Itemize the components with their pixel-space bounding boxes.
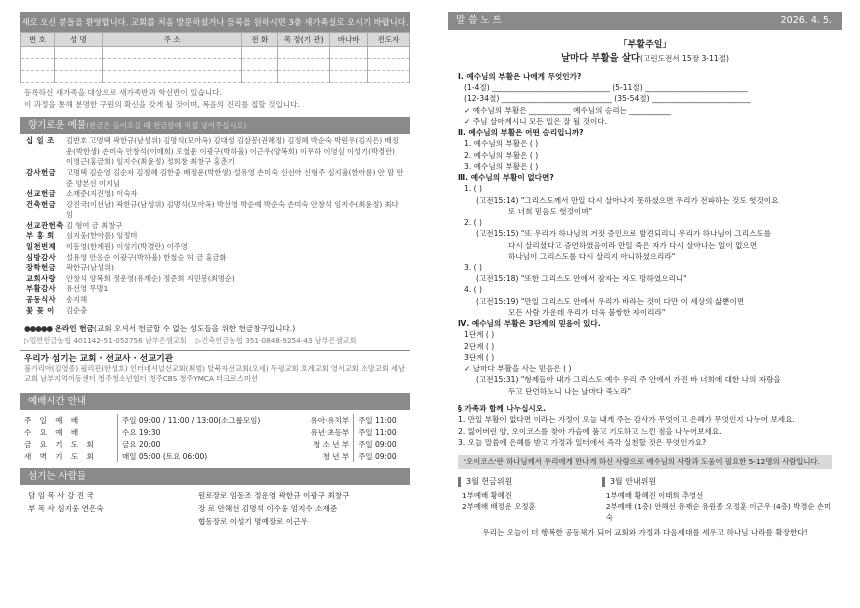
supported-churches: 우리가 섬기는 교회 · 선교사 · 선교기관 불가리아(김영종) 필리핀(한성호) 인터네셔널선교회(최범) 탈북자선교회(오세) 두평교회 호계교회 영서교회 소망교회 세남교회 남부지역어동센터 청주청소년협터 청주CBS 청주YMCA 더크로스미션 [20, 350, 410, 388]
offering-category: 감사헌금 [26, 168, 57, 178]
note-line: ✓ 날마다 부활을 사는 믿음은 ( ) [464, 364, 572, 374]
note-line: 모든 사람 가운데 우리가 더욱 불쌍한 자이리라" [508, 307, 666, 317]
offering-category: 건축헌금 [26, 199, 57, 209]
serve-row [28, 516, 402, 529]
worship-header: 예배시간 안내 [20, 393, 410, 410]
worship-cell: 수요 19:30 [117, 426, 293, 438]
reg-column-header: 성 명 [54, 33, 102, 47]
note-line: Ⅲ. 예수님의 부활이 없다면? [458, 173, 554, 183]
serve-right: 장 로 안해선 김명석 이수웅 임지수 소재준 [198, 504, 338, 514]
reg-column-header: 바나바 [330, 33, 368, 47]
worship-table [20, 414, 410, 462]
note-line: 하나님이 그리스도를 다시 살리지 아니하셨으리라" [508, 251, 676, 261]
offering-names: 곽한규(남성위) [66, 263, 114, 273]
worship-cell: 새 벽 기 도 회 [24, 451, 97, 461]
dots-icon: ●●●●● [24, 324, 53, 334]
serve-left [28, 516, 198, 529]
offering-category: 꽃 꽂 이 [26, 305, 55, 315]
offering-row [26, 263, 404, 274]
offering-section [20, 117, 410, 318]
note-line: Ⅳ. 예수님의 부활은 3단계의 믿음이 있다. [458, 319, 601, 329]
serve-section [20, 468, 410, 534]
offering-row [26, 253, 404, 264]
committee-line: 2부예배 (1층) 안해선 유재순 유원종 오정훈 이근우 (4층) 박경순 손미숙 [605, 501, 832, 522]
offering-category: 교회사랑 [26, 273, 57, 283]
offering-names: 고명택 김순영 김순자 김정혜 김한중 배정운(박한생) 설유영 손미숙 신선아 신형주 심지율(한아름) 안 맘 안 준 양본선 이지님 [66, 168, 404, 188]
note-line: 두고 단언하노니 나는 날마다 죽노라" [508, 386, 632, 396]
note-line: ✓ 예수님의 부활은 ___________ 예수님의 승리는 ___________ [464, 105, 672, 115]
offering-category: 선교관헌축 [26, 220, 64, 230]
offering-names: 소재준(지진영) 이숙자 [66, 189, 138, 199]
offering-names: 강진국(이선남) 곽한규(남성위) 김명석(모아옥) 박선영 박순예 박순숙 손미숙 안창석 임지수(최윤정) 최다임 [66, 199, 399, 220]
worship-cell: 주 일 예 배 [24, 415, 82, 425]
offering-names: 김순충 [66, 305, 88, 315]
note-line: 3단계 ( ) [464, 352, 495, 362]
offering-category: 부활감사 [26, 284, 57, 294]
serve-right: 원로장로 임동조 정운영 곽한규 이광구 최창구 [198, 491, 350, 501]
welcome-banner: 새로 오신 분들을 환영합니다. 교회를 처음 방문하셨거나 등록을 원하시면 3층 새가족실로 오시기 바랍니다. [20, 12, 410, 32]
family-discussion: § 가족과 함께 나누십시오. 1. 만일 부활이 없다면 이라는 가정이 오늘 내게 주는 감사가 무엇이고 은혜가 무엇인지 나누어 보세요. 2. 잃어버린 양, 오이코스를 찾아 가슴에 품고 기도하고 느낀 점을 나누어보세요. 3. 오늘 말씀에 은혜를 받고 가정과 일터에서 즉각 실천할 것은 무엇인가요? [448, 403, 842, 449]
worship-row [20, 414, 410, 426]
worship-section [20, 393, 410, 462]
note-line: (고전15:31) "형제들아 내가 그리스도 예수 우리 주 안에서 가진 바 너희에 대한 나의 자랑을 [476, 375, 781, 385]
offering-category: 부 홍 회 [26, 231, 55, 241]
offering-row [26, 168, 404, 189]
offering-names: 김반호 고명택 곽한규(남성위) 김명석(모아옥) 김대성 김삼봉(권혜정) 김정혜 박순숙 박원우(김지은) 배정운(박한생) 손미숙 안창석(이매희) 오철운 이광구(박하율) 이근우(양복희) 이무하 이영심 이성기(박경란) 이영근(홍금희) 임지수(최윤정) 정희창 최창구 홍춘기 [66, 136, 399, 167]
offering-row [26, 295, 404, 306]
offering-names: 설유영 안응순 이광구(박하율) 한철승 허 금 홍금화 [66, 252, 227, 262]
offering-list [20, 134, 410, 318]
serve-row [28, 503, 402, 516]
note-line: 또 너희 믿음도 헛것이며" [508, 206, 593, 216]
serve-right: 협동장로 이성기 명예장로 이근우 [198, 517, 308, 527]
worship-cell: 주일 11:00 [354, 414, 410, 426]
sermon-series: 「부활주일」 [618, 40, 672, 50]
worship-cell: 청 소 년 부 [312, 439, 350, 449]
worship-cell: 금요 20:00 [117, 438, 293, 450]
offering-names: 유선영 무명1 [66, 284, 109, 294]
offering-row [26, 136, 404, 168]
reg-column-header: 목 장(기 관) [278, 33, 330, 47]
offering-names: 심지웅(한아름) 임정미 [66, 231, 138, 241]
sermon-title: 날마다 부활을 살다(고린도전서 15장 3-11절) [561, 53, 729, 65]
committee-line: 1부예배 황혜진 이태희 추영선 [605, 490, 704, 500]
note-line: 1. ( ) [464, 184, 482, 194]
worship-cell: 유아·유치부 [310, 415, 350, 425]
sermon-note-header: 말 씀 노 트 2026. 4. 5. [448, 12, 842, 30]
offering-names: 송지해 [66, 294, 88, 304]
note-line: ✓ 주님 살아계시니 모든 일은 잘 될 것이다. [464, 116, 608, 126]
worship-cell: 주일 09:00 [354, 438, 410, 450]
serve-list [20, 485, 410, 534]
discussion-question: 1. 만일 부활이 없다면 이라는 가정이 오늘 내게 주는 감사가 무엇이고 은혜가 무엇인지 나누어 보세요. [458, 415, 795, 425]
offering-row [26, 221, 404, 232]
reg-column-header: 전 화 [242, 33, 278, 47]
note-line: (고전15:18) "또한 그리스도 안에서 잠자는 자도 망하였으리니" [476, 274, 687, 284]
reg-column-header: 주 소 [102, 33, 242, 47]
offering-category: 심방감사 [26, 252, 57, 262]
discussion-question: 3. 오늘 말씀에 은혜를 받고 가정과 일터에서 즉각 실천할 것은 무엇인가요? [458, 437, 707, 447]
general-account: ▷일반헌금농협 401142-51-052756 남부은샘교회 [24, 335, 187, 345]
worship-cell: 주일 11:00 [354, 426, 410, 438]
note-line: 1단계 ( ) [464, 330, 495, 340]
committee-section [458, 477, 832, 523]
note-line: 다시 살리셨다고 증언하였음이라 만일 죽은 자가 다시 살아나는 일이 없으면 [508, 240, 758, 250]
note-line: (고전15:19) "만일 그리스도 안에서 우리가 바라는 것이 다만 이 세상의 삶뿐이면 [476, 296, 745, 306]
note-line: 2단계 ( ) [464, 341, 495, 351]
closing-statement: 우리는 오늘이 더 행복한 공동체가 되어 교회와 가정과 다음세대를 세우고 하나님 나라를 확장한다! [482, 527, 808, 537]
note-line: 1. 예수님의 부활은 ( ) [464, 139, 539, 149]
note-line: (고전15:14) "그리스도께서 만일 다시 살아나지 못하셨으면 우리가 전파하는 것도 헛것이요 [476, 195, 779, 205]
online-offering: ●●●●● 온라인 헌금(교회 오셔서 헌금할 수 없는 성도들을 위한 헌금창구입니다.) ▷일반헌금농협 401142-51-052756 남부은샘교회 ▷건축헌금농협 351-0848-9254-43 남부은샘교회 [24, 324, 357, 345]
note-line: 3. ( ) [464, 262, 482, 272]
offering-header: 향기로운 예물(현금은 들어오실 때 현금함에 직접 넣어주십시오) [20, 117, 410, 134]
worship-cell: 수 요 예 배 [24, 427, 82, 437]
worship-cell: 주일 09:00 [354, 450, 410, 462]
worship-row [20, 450, 410, 462]
note-line: (12-34절) _____________________________ (35-54절) __________________________ [464, 94, 751, 104]
offering-row [26, 306, 404, 317]
serve-row [28, 490, 402, 503]
date-label: 2026. 4. 5. [780, 15, 832, 26]
offering-committee: 3월 헌금위원 1부예배 황혜진 2부예배 배정운 오정훈 [458, 477, 602, 523]
right-column [448, 12, 842, 604]
offering-row [26, 189, 404, 200]
note-line: 4. ( ) [464, 285, 482, 295]
registration-table [20, 32, 410, 83]
offering-category: 선교헌금 [26, 189, 57, 199]
worship-cell: 주일 09:00 / 11:00 / 13:00(소그룹모임) [117, 414, 293, 426]
offering-row [26, 242, 404, 253]
offering-names: 안창석 양복희 정운영(유재순) 정준희 지민봉(최명순) [66, 273, 235, 283]
note-line: (1-4절) _______________________________ (5-11절) ___________________________ [464, 83, 748, 93]
worship-cell: 청 년 부 [322, 451, 350, 461]
worship-row [20, 426, 410, 438]
offering-category: 일천번제 [26, 242, 57, 252]
left-column [20, 12, 410, 604]
offering-row [26, 200, 404, 221]
offering-category: 장학헌금 [26, 263, 57, 273]
committee-line: 1부예배 황혜진 [462, 490, 512, 500]
worship-row [20, 438, 410, 450]
discussion-question: 2. 잃어버린 양, 오이코스를 찾아 가슴에 품고 기도하고 느낀 점을 나누어보세요. [458, 426, 722, 436]
note-line: Ⅱ. 예수님의 부활은 어떤 승리입니까? [458, 128, 584, 138]
offering-names: 이동영(한계원) 이성기(박경란) 이주영 [66, 242, 188, 252]
note-line: 2. 예수님의 부활은 ( ) [464, 150, 539, 160]
note-line: Ⅰ. 예수님의 부활은 나에게 무엇인가? [458, 72, 582, 81]
reg-column-header: 전도자 [368, 33, 410, 47]
note-line: 2. ( ) [464, 218, 482, 228]
serve-header: 섬기는 사람들 [20, 468, 410, 485]
offering-row [26, 231, 404, 242]
registration-note: 등록하신 새가족을 대상으로 새가족반과 학신반이 있습니다. 이 과정을 통해 분명한 구원의 확신을 갖게 될 것이며, 복음의 진리를 접할 것입니다. [24, 88, 300, 110]
serve-left: 담 임 목 사 강 진 국 [28, 491, 94, 501]
sermon-notes [448, 71, 842, 397]
worship-cell: 유년·초등부 [310, 427, 350, 437]
guide-committee: 3월 안내위원 1부예배 황혜진 이태희 추영선 2부예배 (1층) 안해선 유재순 유원종 오정훈 이근우 (4층) 박경순 손미숙 [602, 477, 832, 523]
offering-row [26, 284, 404, 295]
offering-category: 공동식사 [26, 294, 57, 304]
offering-row [26, 274, 404, 285]
committee-line: 2부예배 배정운 오정훈 [462, 501, 536, 511]
oikos-box: '오이코스'란 하나님께서 우리에게 만나게 하신 사람으로 예수님의 사랑과 도움이 필요한 5-12명의 사람입니다. [458, 455, 832, 468]
worship-cell: 금 요 기 도 회 [24, 439, 97, 449]
serve-left: 부 목 사 심지웅 연은숙 [28, 504, 104, 514]
note-line: 3. 예수님의 부활은 ( ) [464, 161, 539, 171]
worship-cell: 매일 05:00 (토요 06:00) [117, 450, 293, 462]
note-line: (고전15:15) "또 우리가 하나님의 거짓 증인으로 발견되리니 우리가 하나님이 그리스도를 [476, 229, 772, 239]
building-account: ▷건축헌금농협 351-0848-9254-43 남부은샘교회 [195, 335, 357, 345]
offering-names: 김 형여 금 최창구 [66, 220, 123, 230]
reg-column-header: 번 호 [21, 33, 55, 47]
offering-category: 십 일 조 [26, 136, 55, 146]
